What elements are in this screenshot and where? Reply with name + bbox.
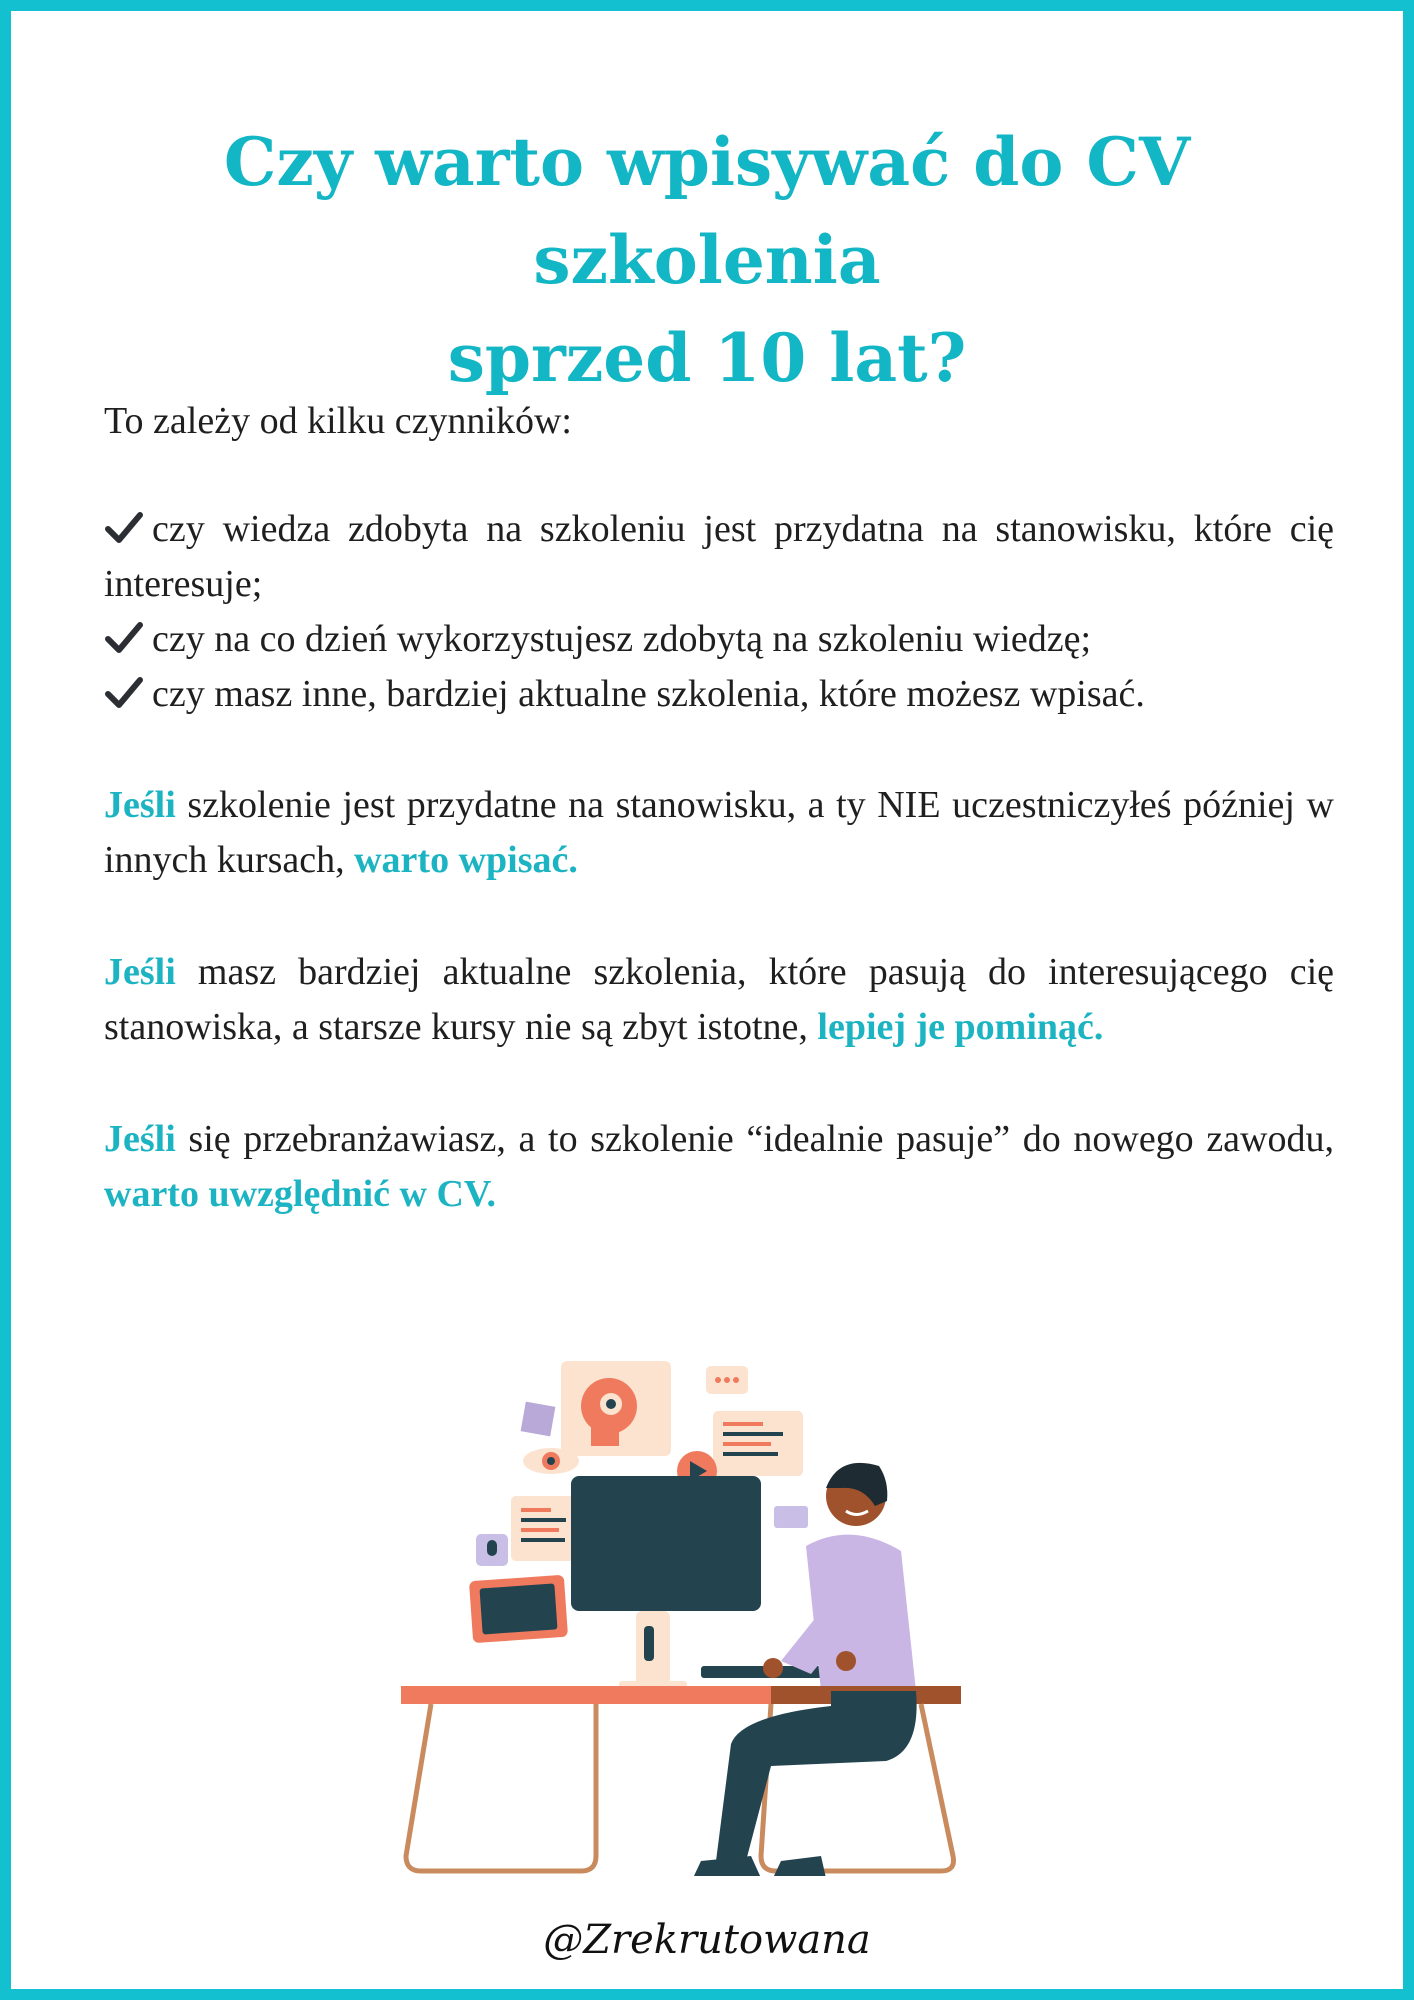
case-lead: Jeśli xyxy=(104,1118,176,1160)
case-conclusion: warto uwzględnić w CV. xyxy=(104,1173,496,1215)
checkmark-icon xyxy=(104,511,144,545)
list-item xyxy=(104,667,1334,722)
case-paragraph-1 xyxy=(104,778,1334,888)
list-item xyxy=(104,612,1334,667)
case-lead: Jeśli xyxy=(104,951,176,993)
factor-text: czy masz inne, bardziej aktualne szkolenia, które możesz wpisać. xyxy=(152,673,1145,715)
page-title xyxy=(71,113,1343,407)
case-paragraph-2 xyxy=(104,945,1334,1055)
intro-text: To zależy od kilku czynników: xyxy=(104,400,572,442)
person-at-computer-illustration xyxy=(401,1356,1001,1876)
checkmark-icon xyxy=(104,676,144,710)
factors-list xyxy=(104,502,1334,722)
case-lead: Jeśli xyxy=(104,784,176,826)
title-line-2: sprzed 10 lat? xyxy=(447,319,967,397)
case-paragraph-3 xyxy=(104,1112,1334,1222)
case-conclusion: lepiej je pominąć. xyxy=(817,1006,1104,1048)
factor-text: czy wiedza zdobyta na szkoleniu jest przydatna na stanowisku, które cię interesuje; xyxy=(104,508,1334,605)
case-conclusion: warto wpisać. xyxy=(354,839,578,881)
case-text: szkolenie jest przydatne na stanowisku, a ty NIE uczestniczyłeś później w innych kursach, xyxy=(104,784,1334,881)
signature: @Zrekrutowana xyxy=(543,1917,871,1963)
case-text: się przebranżawiasz, a to szkolenie “idealnie pasuje” do nowego zawodu, xyxy=(175,1118,1334,1160)
case-text: masz bardziej aktualne szkolenia, które pasują do interesującego cię stanowiska, a starsze kursy nie są zbyt istotne, xyxy=(104,951,1334,1048)
checkmark-icon xyxy=(104,621,144,655)
title-line-1: Czy warto wpisywać do CV szkolenia xyxy=(223,123,1191,299)
factor-text: czy na co dzień wykorzystujesz zdobytą na szkoleniu wiedzę; xyxy=(152,618,1092,660)
list-item xyxy=(104,502,1334,612)
